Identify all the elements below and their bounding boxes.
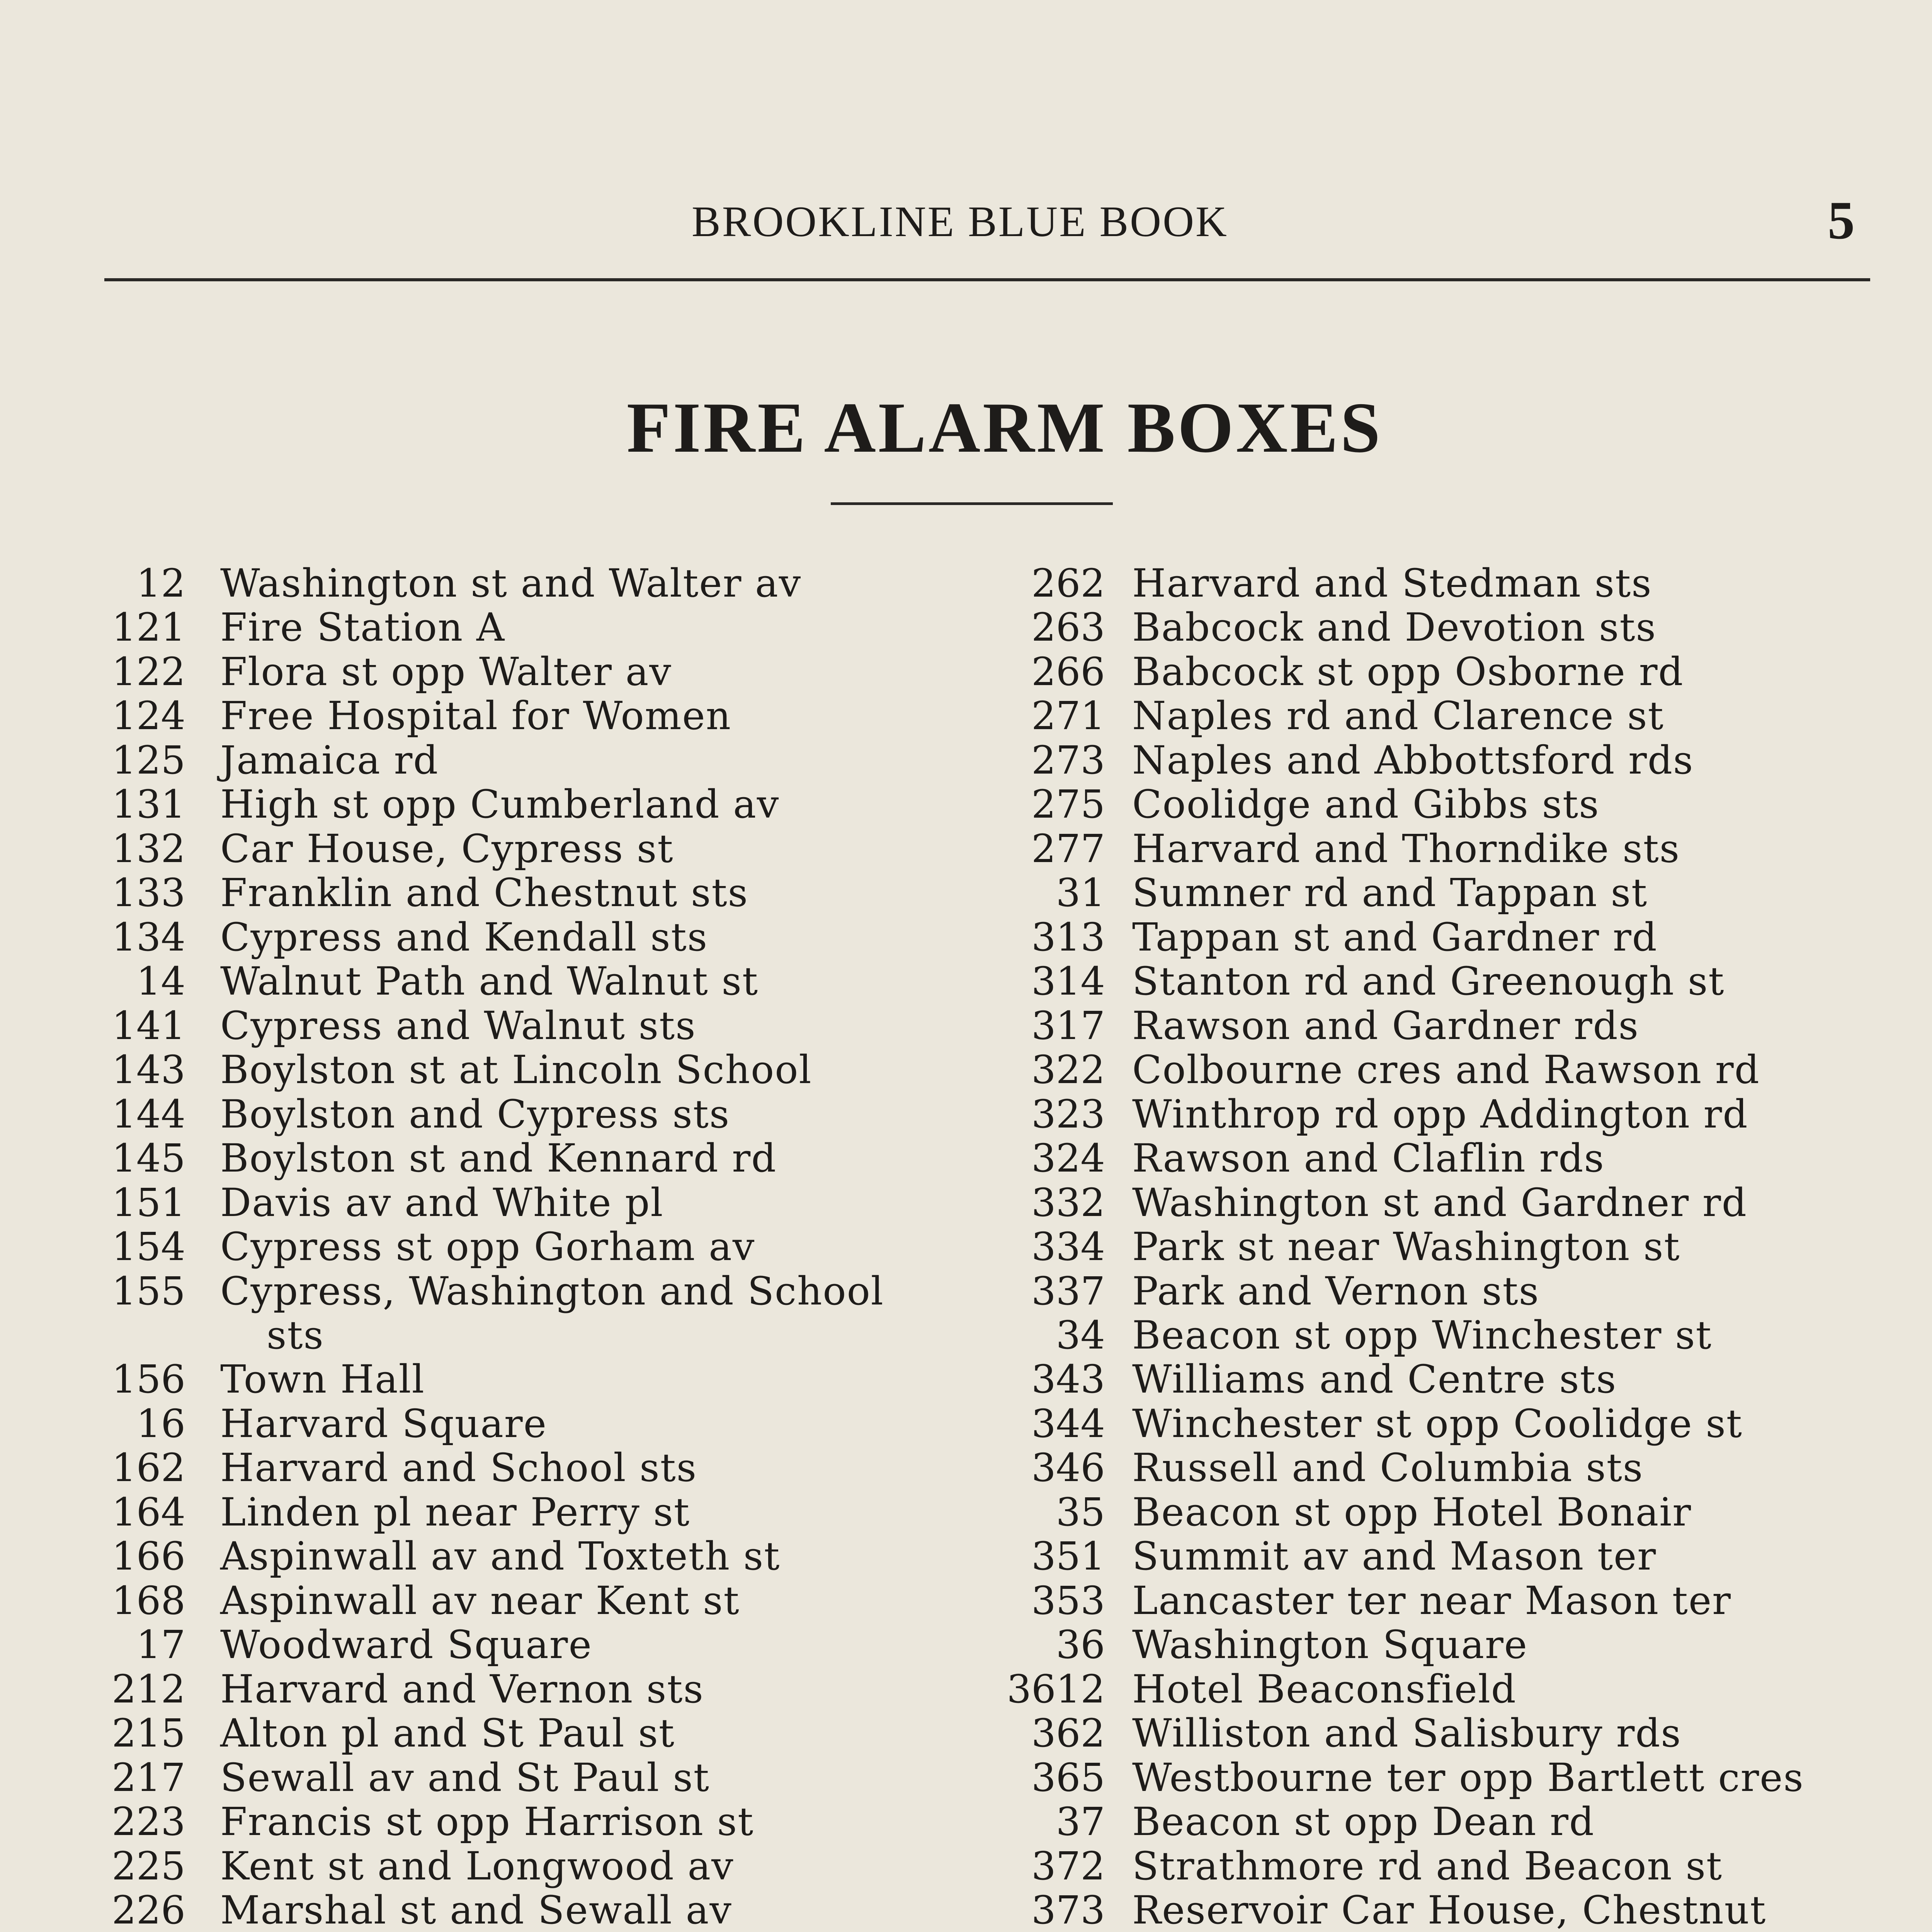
alarm-box-entry xyxy=(77,1799,966,1847)
alarm-box-entry xyxy=(989,1755,1889,1803)
box-number: 132 xyxy=(112,826,185,871)
box-location: High st opp Cumberland av xyxy=(220,782,780,827)
box-location: Francis st opp Harrison st xyxy=(220,1799,754,1845)
box-location: Lancaster ter near Mason ter xyxy=(1132,1578,1731,1623)
box-location: Williams and Centre sts xyxy=(1132,1357,1617,1402)
alarm-box-entry xyxy=(77,1578,966,1626)
box-number: 17 xyxy=(136,1622,185,1668)
box-number: 226 xyxy=(112,1888,185,1932)
box-number: 131 xyxy=(112,782,185,827)
alarm-box-entry xyxy=(989,1357,1889,1404)
alarm-box-entry xyxy=(989,1003,1889,1051)
box-location: Naples and Abbottsford rds xyxy=(1132,737,1694,783)
alarm-box-entry xyxy=(77,1755,966,1803)
box-number: 344 xyxy=(1031,1401,1105,1446)
box-location: Sewall av and St Paul st xyxy=(220,1755,710,1800)
box-location: Russell and Columbia sts xyxy=(1132,1445,1644,1491)
box-number: 313 xyxy=(1031,914,1105,960)
box-location: Aspinwall av and Toxteth st xyxy=(220,1534,781,1579)
box-number: 343 xyxy=(1031,1357,1105,1402)
box-number: 121 xyxy=(112,605,185,650)
box-location: Harvard and Stedman sts xyxy=(1132,561,1652,606)
running-head xyxy=(104,190,1870,255)
box-number: 263 xyxy=(1031,605,1105,650)
box-number: 12 xyxy=(136,561,185,606)
alarm-box-entry xyxy=(77,1224,966,1272)
alarm-box-entry xyxy=(77,1445,966,1493)
box-location: Washington st and Gardner rd xyxy=(1132,1180,1747,1225)
alarm-box-entry xyxy=(989,1489,1889,1537)
box-location: Babcock st opp Osborne rd xyxy=(1132,649,1684,694)
box-number: 215 xyxy=(112,1711,185,1756)
box-number: 273 xyxy=(1031,737,1105,783)
box-location: Harvard Square xyxy=(220,1401,547,1446)
alarm-box-entry xyxy=(989,959,1889,1006)
alarm-box-entry xyxy=(989,1534,1889,1581)
box-location: Rawson and Gardner rds xyxy=(1132,1003,1639,1048)
box-number: 353 xyxy=(1031,1578,1105,1623)
alarm-box-entry xyxy=(989,1799,1889,1847)
alarm-box-entry xyxy=(989,1091,1889,1139)
box-number: 164 xyxy=(112,1489,185,1535)
right-column xyxy=(989,561,1889,1932)
page-number: 5 xyxy=(1828,190,1855,250)
alarm-box-entry xyxy=(77,1843,966,1891)
alarm-box-entry xyxy=(989,1622,1889,1670)
alarm-box-entry xyxy=(77,1047,966,1095)
alarm-box-entry xyxy=(989,1445,1889,1493)
box-location: Harvard and Thorndike sts xyxy=(1132,826,1680,871)
box-location: Hotel Beaconsfield xyxy=(1132,1666,1517,1712)
box-location: Alton pl and St Paul st xyxy=(220,1711,675,1756)
alarm-box-entry xyxy=(989,649,1889,697)
box-number: 271 xyxy=(1031,693,1105,739)
box-location: Linden pl near Perry st xyxy=(220,1489,690,1535)
box-location: Town Hall xyxy=(220,1357,425,1402)
box-location: Washington Square xyxy=(1132,1622,1528,1668)
box-location: Beacon st opp Winchester st xyxy=(1132,1312,1712,1358)
box-number: 314 xyxy=(1031,959,1105,1004)
box-number: 332 xyxy=(1031,1180,1105,1225)
box-location: Cypress st opp Gorham av xyxy=(220,1224,755,1270)
box-number: 362 xyxy=(1031,1711,1105,1756)
box-location: Park and Vernon sts xyxy=(1132,1268,1540,1314)
box-number: 125 xyxy=(112,737,185,783)
box-location: Summit av and Mason ter xyxy=(1132,1534,1657,1579)
title-rule xyxy=(831,502,1113,505)
alarm-box-entry xyxy=(77,914,966,962)
box-number: 144 xyxy=(112,1091,185,1137)
alarm-box-entry xyxy=(77,1489,966,1537)
box-number: 223 xyxy=(112,1799,185,1845)
box-number: 168 xyxy=(112,1578,185,1623)
box-number: 34 xyxy=(1056,1312,1105,1358)
box-number: 155 xyxy=(112,1268,185,1314)
box-number: 35 xyxy=(1056,1489,1105,1535)
alarm-box-entry xyxy=(77,1534,966,1581)
alarm-box-entry xyxy=(989,1224,1889,1272)
alarm-box-entry xyxy=(989,1843,1889,1891)
box-location: Harvard and School sts xyxy=(220,1445,697,1491)
box-location: Babcock and Devotion sts xyxy=(1132,605,1656,650)
box-location: Cypress and Walnut sts xyxy=(220,1003,696,1048)
box-location: Park st near Washington st xyxy=(1132,1224,1680,1270)
box-number: 351 xyxy=(1031,1534,1105,1579)
box-number: 373 xyxy=(1031,1888,1105,1932)
box-location: Harvard and Vernon sts xyxy=(220,1666,704,1712)
alarm-box-entry xyxy=(989,1711,1889,1758)
alarm-box-entry xyxy=(989,1666,1889,1714)
box-number: 324 xyxy=(1031,1136,1105,1181)
alarm-box-entry xyxy=(77,826,966,874)
alarm-box-entry xyxy=(989,1268,1889,1316)
box-location: Franklin and Chestnut sts xyxy=(220,870,748,916)
box-location: Cypress, Washington and School xyxy=(220,1268,884,1314)
box-number: 275 xyxy=(1031,782,1105,827)
left-column xyxy=(77,561,966,1932)
box-number: 162 xyxy=(112,1445,185,1491)
alarm-box-entry xyxy=(989,1888,1889,1932)
alarm-box-entry xyxy=(989,826,1889,874)
box-location: Rawson and Claflin rds xyxy=(1132,1136,1605,1181)
box-number: 212 xyxy=(112,1666,185,1712)
alarm-box-entry xyxy=(77,1268,966,1316)
box-location: Williston and Salisbury rds xyxy=(1132,1711,1682,1756)
alarm-box-entry xyxy=(989,1180,1889,1228)
box-number: 37 xyxy=(1056,1799,1105,1845)
alarm-box-entry xyxy=(989,737,1889,785)
box-location: Boylston st at Lincoln School xyxy=(220,1047,812,1093)
box-number: 365 xyxy=(1031,1755,1105,1800)
box-location: sts xyxy=(267,1312,324,1358)
alarm-box-entry xyxy=(77,1622,966,1670)
alarm-box-entry xyxy=(77,605,966,652)
box-number: 14 xyxy=(136,959,185,1004)
box-location: Walnut Path and Walnut st xyxy=(220,959,759,1004)
box-location: Fire Station A xyxy=(220,605,505,650)
box-location: Davis av and White pl xyxy=(220,1180,664,1225)
box-location: Woodward Square xyxy=(220,1622,592,1668)
box-number: 133 xyxy=(112,870,185,916)
box-number: 266 xyxy=(1031,649,1105,694)
box-number: 36 xyxy=(1056,1622,1105,1668)
box-number: 337 xyxy=(1031,1268,1105,1314)
box-number: 262 xyxy=(1031,561,1105,606)
header-rule xyxy=(104,278,1870,281)
alarm-box-entry xyxy=(77,1666,966,1714)
box-number: 141 xyxy=(112,1003,185,1048)
alarm-box-entry xyxy=(989,1136,1889,1183)
box-location: Tappan st and Gardner rd xyxy=(1132,914,1658,960)
box-number: 217 xyxy=(112,1755,185,1800)
box-location: Washington st and Walter av xyxy=(220,561,802,606)
alarm-box-entry xyxy=(77,649,966,697)
box-number: 323 xyxy=(1031,1091,1105,1137)
box-location: Winthrop rd opp Addington rd xyxy=(1132,1091,1748,1137)
box-number: 277 xyxy=(1031,826,1105,871)
box-location: Sumner rd and Tappan st xyxy=(1132,870,1648,916)
alarm-box-entry xyxy=(77,782,966,829)
box-number: 322 xyxy=(1031,1047,1105,1093)
box-location: Aspinwall av near Kent st xyxy=(220,1578,740,1623)
box-location: Boylston st and Kennard rd xyxy=(220,1136,777,1181)
box-number: 334 xyxy=(1031,1224,1105,1270)
box-location: Car House, Cypress st xyxy=(220,826,674,871)
box-number: 145 xyxy=(112,1136,185,1181)
section-title: FIRE ALARM BOXES xyxy=(626,388,1383,468)
alarm-box-entry xyxy=(77,1312,966,1360)
box-number: 134 xyxy=(112,914,185,960)
box-number: 166 xyxy=(112,1534,185,1579)
box-number: 151 xyxy=(112,1180,185,1225)
box-number: 225 xyxy=(112,1843,185,1889)
alarm-box-entry xyxy=(989,914,1889,962)
box-location: Boylston and Cypress sts xyxy=(220,1091,730,1137)
alarm-box-entry xyxy=(77,959,966,1006)
alarm-box-entry xyxy=(77,1711,966,1758)
alarm-box-entry xyxy=(77,561,966,608)
alarm-box-entry xyxy=(77,693,966,741)
box-number: 143 xyxy=(112,1047,185,1093)
box-location: Westbourne ter opp Bartlett cres xyxy=(1132,1755,1804,1800)
box-location: Reservoir Car House, Chestnut xyxy=(1132,1888,1767,1932)
alarm-box-entry xyxy=(989,782,1889,829)
box-location: Marshal st and Sewall av xyxy=(220,1888,732,1932)
alarm-box-entry xyxy=(77,1091,966,1139)
box-location: Stanton rd and Greenough st xyxy=(1132,959,1725,1004)
box-location: Free Hospital for Women xyxy=(220,693,732,739)
alarm-box-entry xyxy=(989,561,1889,608)
alarm-box-entry xyxy=(77,870,966,918)
box-location: Cypress and Kendall sts xyxy=(220,914,708,960)
alarm-box-entry xyxy=(989,870,1889,918)
alarm-box-entry xyxy=(77,1888,966,1932)
box-number: 122 xyxy=(112,649,185,694)
alarm-box-entry xyxy=(77,1180,966,1228)
alarm-box-entry xyxy=(77,1357,966,1404)
box-number: 346 xyxy=(1031,1445,1105,1491)
box-number: 317 xyxy=(1031,1003,1105,1048)
box-location: Winchester st opp Coolidge st xyxy=(1132,1401,1743,1446)
alarm-box-entry xyxy=(989,605,1889,652)
running-title: BROOKLINE BLUE BOOK xyxy=(692,198,1228,246)
alarm-box-entry xyxy=(989,1312,1889,1360)
box-number: 3612 xyxy=(1007,1666,1105,1712)
box-location: Beacon st opp Dean rd xyxy=(1132,1799,1595,1845)
box-number: 31 xyxy=(1056,870,1105,916)
box-location: Kent st and Longwood av xyxy=(220,1843,734,1889)
alarm-box-entry xyxy=(77,1401,966,1449)
box-location: Coolidge and Gibbs sts xyxy=(1132,782,1600,827)
box-number: 16 xyxy=(136,1401,185,1446)
box-number: 154 xyxy=(112,1224,185,1270)
box-number: 156 xyxy=(112,1357,185,1402)
alarm-box-entry xyxy=(77,1003,966,1051)
box-location: Strathmore rd and Beacon st xyxy=(1132,1843,1723,1889)
alarm-box-entry xyxy=(77,1136,966,1183)
alarm-box-entry xyxy=(989,1578,1889,1626)
alarm-box-entry xyxy=(989,1401,1889,1449)
box-number: 372 xyxy=(1031,1843,1105,1889)
alarm-box-entry xyxy=(989,1047,1889,1095)
box-location: Beacon st opp Hotel Bonair xyxy=(1132,1489,1692,1535)
alarm-box-entry xyxy=(989,693,1889,741)
box-location: Jamaica rd xyxy=(220,737,439,783)
box-number: 124 xyxy=(112,693,185,739)
box-location: Colbourne cres and Rawson rd xyxy=(1132,1047,1760,1093)
box-location: Flora st opp Walter av xyxy=(220,649,672,694)
box-location: Naples rd and Clarence st xyxy=(1132,693,1664,739)
alarm-box-entry xyxy=(77,737,966,785)
